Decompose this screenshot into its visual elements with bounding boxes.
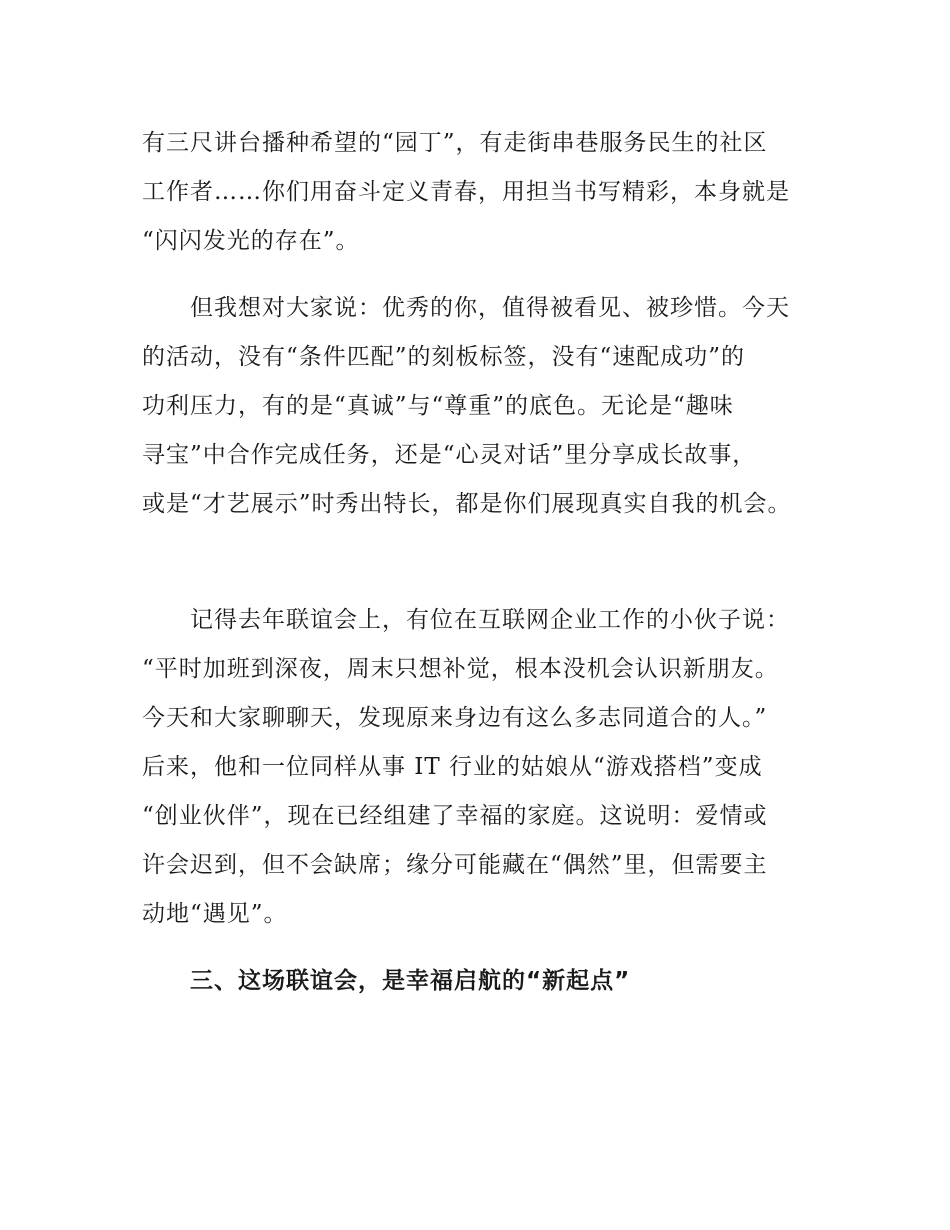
- paragraph-1-line-2: 工作者……你们用奋斗定义青春，用担当书写精彩，本身就是: [142, 179, 790, 205]
- paragraph-1-line-3: “闪闪发光的存在”。: [142, 228, 360, 254]
- paragraph-2-line-2: 的活动，没有“条件匹配”的刻板标签，没有“速配成功”的: [142, 344, 746, 370]
- paragraph-2-line-4: 寻宝”中合作完成任务，还是“心灵对话”里分享成长故事，: [142, 442, 757, 468]
- paragraph-3-line-2: “平时加班到深夜，周末只想补觉，根本没机会认识新朋友。: [142, 656, 779, 682]
- paragraph-3-line-6: 许会迟到，但不会缺席；缘分可能藏在“偶然”里，但需要主: [142, 852, 768, 878]
- section-heading: 三、这场联谊会，是幸福启航的“新起点”: [190, 968, 631, 994]
- paragraph-2-line-1: 但我想对大家说：优秀的你，值得被看见、被珍惜。今天: [190, 295, 790, 321]
- paragraph-3-line-5: “创业伙伴”，现在已经组建了幸福的家庭。这说明：爱情或: [142, 803, 768, 829]
- paragraph-3-line-1: 记得去年联谊会上，有位在互联网企业工作的小伙子说：: [190, 607, 790, 633]
- paragraph-2-line-5: 或是“才艺展示”时秀出特长，都是你们展现真实自我的机会。: [142, 491, 792, 517]
- paragraph-3-line-4: 后来，他和一位同样从事 IT 行业的姑娘从“游戏搭档”变成: [142, 754, 763, 780]
- paragraph-3-line-7: 动地“遇见”。: [142, 901, 288, 927]
- paragraph-1-line-1: 有三尺讲台播种希望的“园丁”，有走街串巷服务民生的社区: [142, 130, 768, 156]
- paragraph-2-line-3: 功利压力，有的是“真诚”与“尊重”的底色。无论是“趣味: [142, 393, 734, 419]
- paragraph-3-line-3: 今天和大家聊聊天，发现原来身边有这么多志同道合的人。”: [142, 705, 768, 731]
